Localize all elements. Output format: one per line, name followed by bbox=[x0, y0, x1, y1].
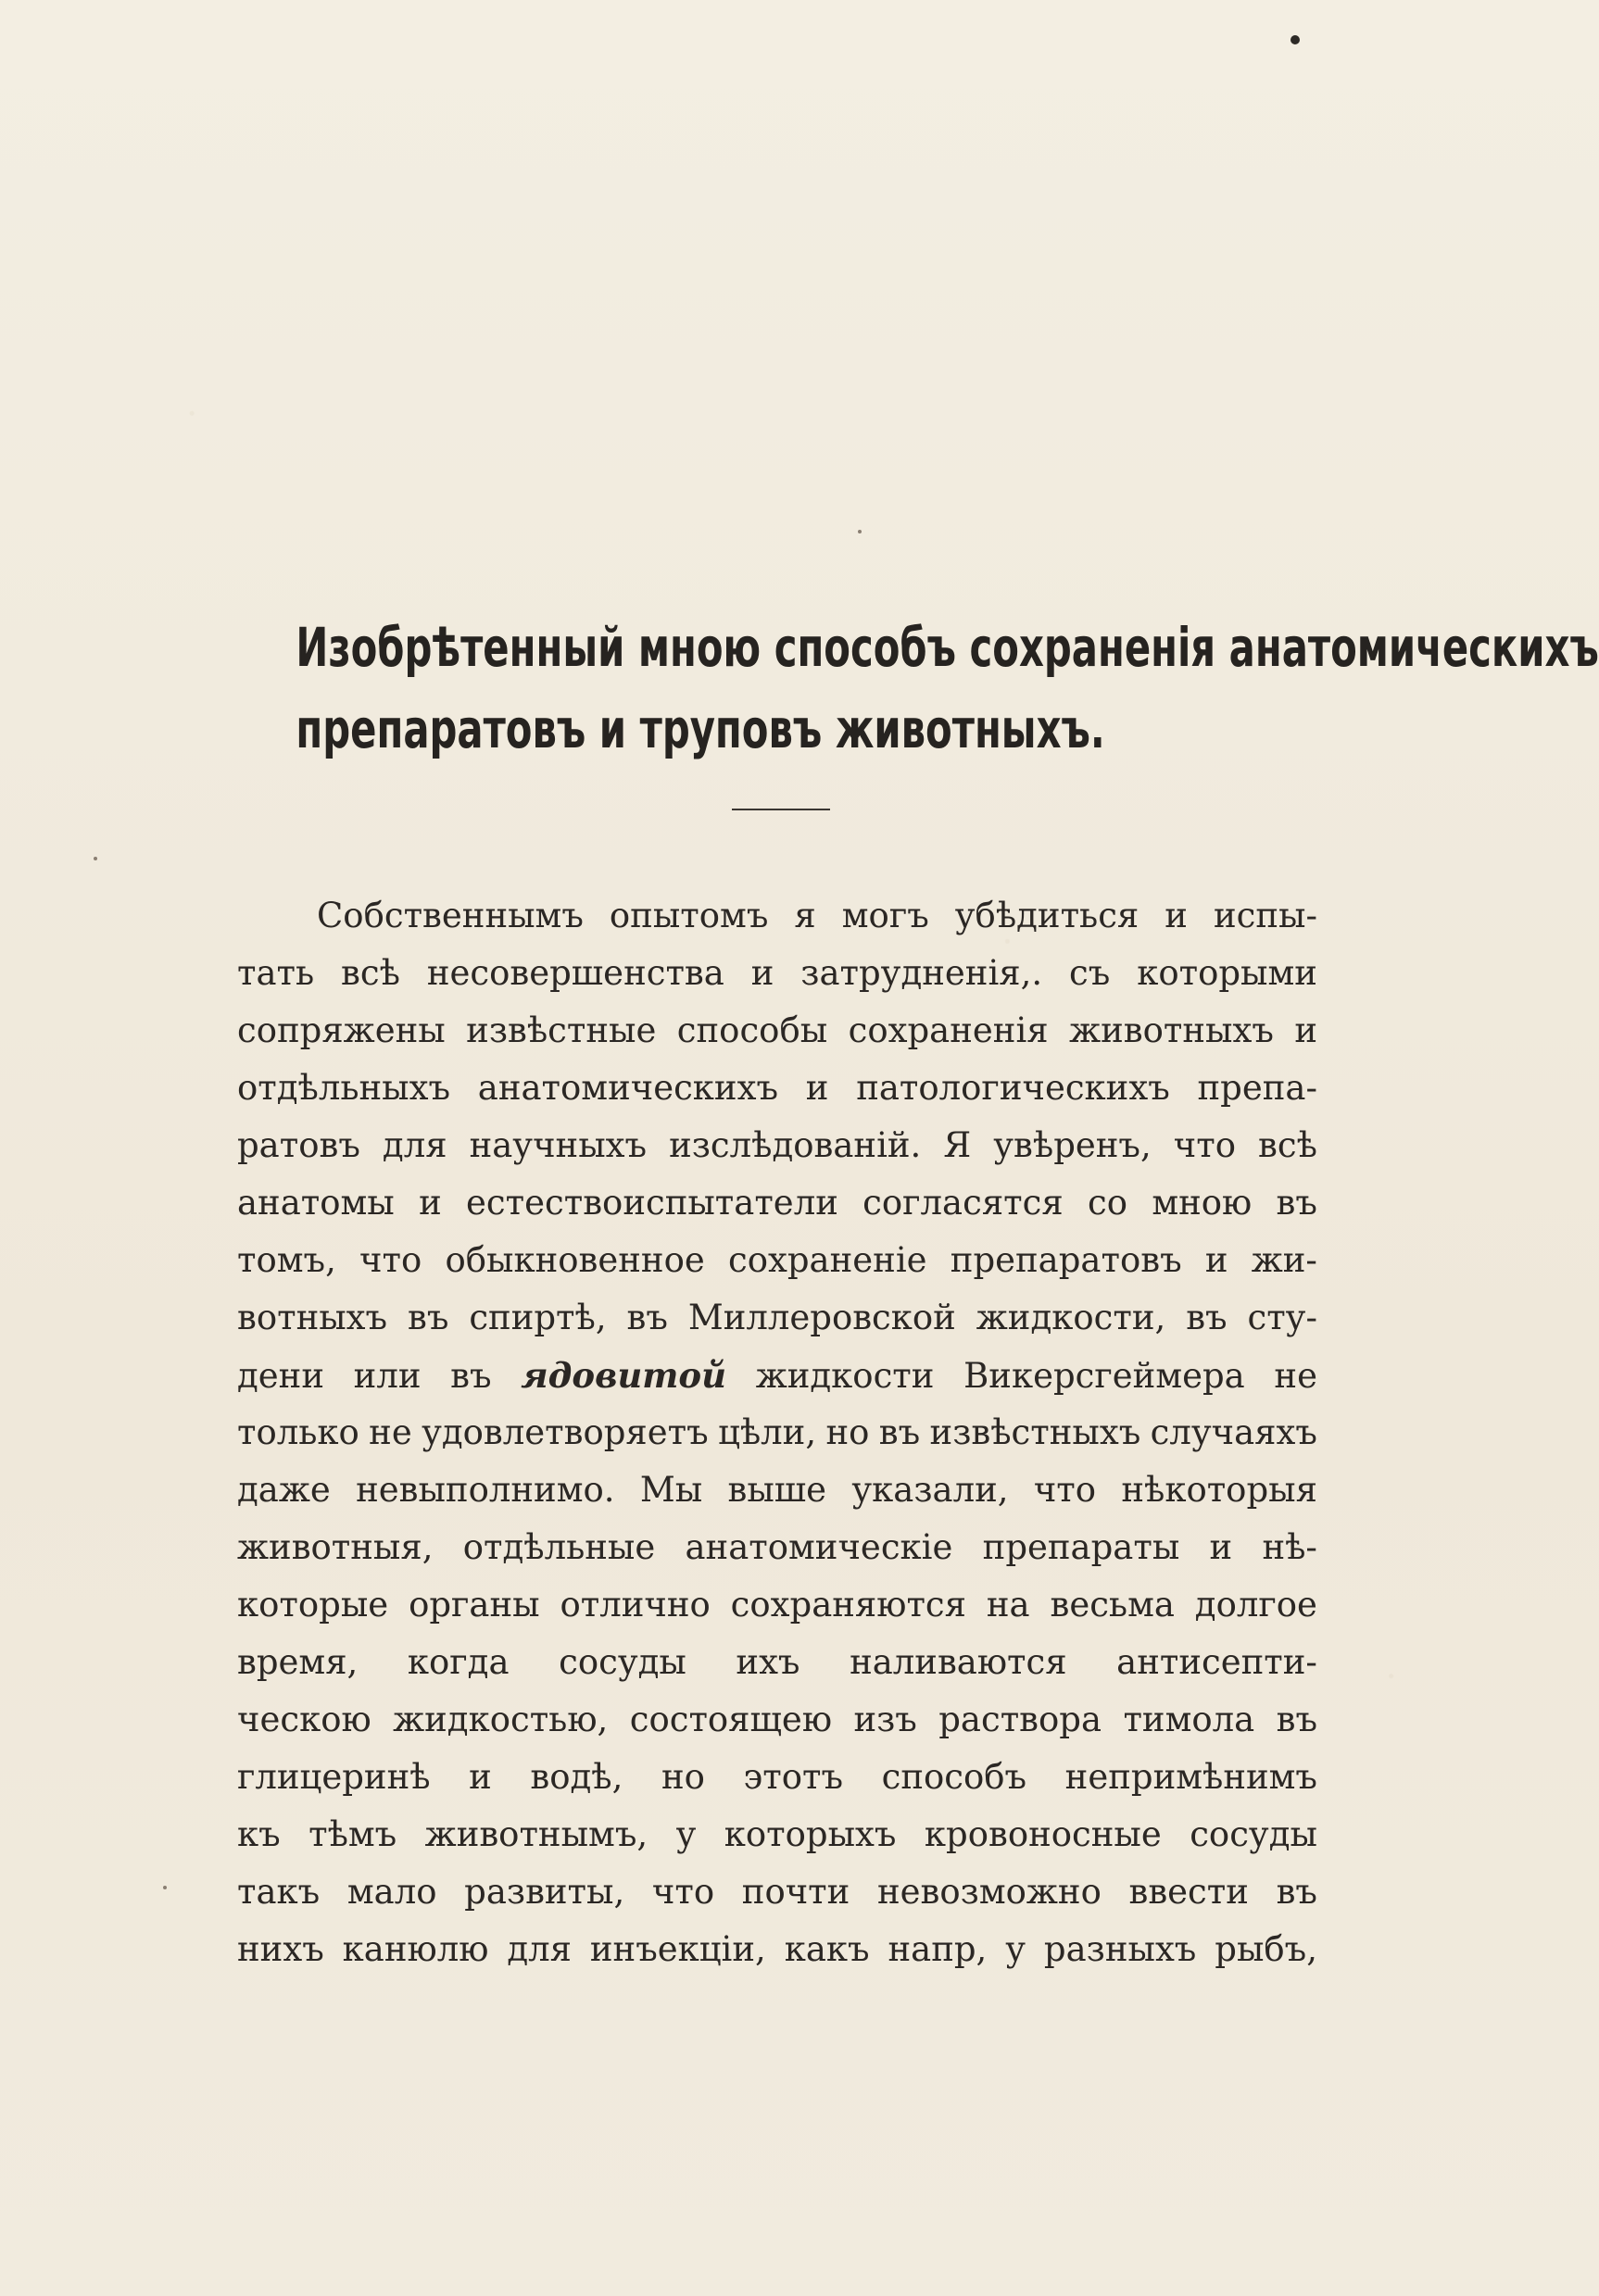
word: не bbox=[1274, 1356, 1317, 1396]
word: анатомическихъ bbox=[477, 1068, 779, 1108]
word: не bbox=[369, 1412, 412, 1452]
text-line bbox=[237, 1806, 1317, 1863]
word: въ bbox=[626, 1298, 668, 1337]
word: и bbox=[1294, 1010, 1317, 1050]
word: могъ bbox=[841, 896, 929, 935]
text-line bbox=[237, 1749, 1317, 1806]
word: когда bbox=[407, 1642, 510, 1682]
word: препа- bbox=[1197, 1068, 1317, 1108]
word: тѣмъ bbox=[308, 1814, 397, 1854]
word: тать bbox=[237, 953, 315, 993]
text-line bbox=[237, 1117, 1317, 1174]
ink-speck bbox=[1291, 35, 1300, 44]
word: Я bbox=[943, 1125, 972, 1165]
word: отлично bbox=[560, 1585, 711, 1625]
word: время, bbox=[237, 1642, 359, 1682]
word: для bbox=[507, 1929, 572, 1969]
word: ратовъ bbox=[237, 1125, 360, 1165]
word: какъ bbox=[784, 1929, 870, 1969]
word: сохраняются bbox=[730, 1585, 966, 1625]
title-line-1: Изобрѣтенный мною способъ сохраненія анатомическихъ bbox=[296, 616, 1599, 679]
word: жидкости bbox=[755, 1356, 935, 1396]
word: и bbox=[750, 953, 774, 993]
word: Собственнымъ bbox=[317, 896, 584, 935]
word: въ bbox=[1276, 1700, 1317, 1739]
word: съ bbox=[1069, 953, 1111, 993]
word: весьма bbox=[1050, 1585, 1175, 1625]
word: для bbox=[382, 1125, 447, 1165]
word: водѣ, bbox=[530, 1757, 623, 1797]
word: которые bbox=[237, 1585, 389, 1625]
word: ихъ bbox=[736, 1642, 800, 1682]
text-line bbox=[237, 1691, 1317, 1749]
word: выше bbox=[727, 1470, 827, 1510]
word: раствора bbox=[938, 1700, 1102, 1739]
word: указали, bbox=[851, 1470, 1009, 1510]
word: нѣкоторыя bbox=[1121, 1470, 1317, 1510]
word: и bbox=[1204, 1240, 1228, 1280]
word: ческою bbox=[237, 1700, 371, 1739]
word: антисепти- bbox=[1116, 1642, 1317, 1682]
word: сопряжены bbox=[237, 1010, 446, 1050]
text-line bbox=[237, 1289, 1317, 1347]
word: извѣстныхъ bbox=[929, 1412, 1141, 1452]
word: невозможно bbox=[876, 1872, 1102, 1912]
word: органы bbox=[409, 1585, 540, 1625]
word: которыми bbox=[1137, 953, 1317, 993]
word: непримѣнимъ bbox=[1064, 1757, 1317, 1797]
word: животныя, bbox=[237, 1527, 434, 1567]
word: и bbox=[805, 1068, 829, 1108]
word: тимола bbox=[1123, 1700, 1255, 1739]
word: къ bbox=[237, 1814, 281, 1854]
word: изъ bbox=[853, 1700, 917, 1739]
word: ядовитой bbox=[521, 1355, 727, 1396]
word: въ bbox=[450, 1356, 492, 1396]
word: научныхъ bbox=[469, 1125, 648, 1165]
body-paragraph bbox=[237, 887, 1317, 1978]
word: препаратовъ bbox=[950, 1240, 1182, 1280]
text-line bbox=[237, 1921, 1317, 1978]
word: долгое bbox=[1194, 1585, 1317, 1625]
word: дени bbox=[237, 1356, 324, 1396]
word: и bbox=[1165, 896, 1188, 935]
word: у bbox=[1005, 1929, 1026, 1969]
text-line bbox=[237, 1347, 1317, 1404]
word: что bbox=[1173, 1125, 1236, 1165]
word: въ bbox=[1186, 1298, 1228, 1337]
ink-speck bbox=[94, 857, 97, 860]
word: согласятся bbox=[862, 1183, 1064, 1223]
word: сосуды bbox=[559, 1642, 686, 1682]
word: у bbox=[675, 1814, 697, 1854]
word: изслѣдованій. bbox=[669, 1125, 922, 1165]
word: или bbox=[353, 1356, 422, 1396]
word: мало bbox=[346, 1872, 437, 1912]
text-line bbox=[237, 1232, 1317, 1289]
word: всѣ bbox=[341, 953, 400, 993]
word: удовлетворяетъ bbox=[422, 1412, 709, 1452]
title-divider bbox=[732, 809, 830, 810]
word: убѣдиться bbox=[954, 896, 1139, 935]
word: но bbox=[825, 1412, 870, 1452]
word: сохраненіе bbox=[728, 1240, 927, 1280]
word: наливаются bbox=[850, 1642, 1067, 1682]
word: почти bbox=[741, 1872, 850, 1912]
word: въ bbox=[1276, 1183, 1317, 1223]
word: жидкости, bbox=[976, 1298, 1166, 1337]
word: Миллеровской bbox=[687, 1298, 956, 1337]
word: глицеринѣ bbox=[237, 1757, 431, 1797]
text-line bbox=[237, 1060, 1317, 1117]
word: спиртѣ, bbox=[469, 1298, 607, 1337]
ink-speck bbox=[163, 1886, 167, 1889]
word: несовершенства bbox=[426, 953, 724, 993]
text-line bbox=[237, 1576, 1317, 1634]
word: даже bbox=[237, 1470, 331, 1510]
word: отдѣльные bbox=[462, 1527, 656, 1567]
word: затрудненія,. bbox=[800, 953, 1043, 993]
word: я bbox=[794, 896, 816, 935]
word: животныхъ bbox=[1069, 1010, 1274, 1050]
word: на bbox=[986, 1585, 1030, 1625]
text-line bbox=[237, 1519, 1317, 1576]
word: развиты, bbox=[464, 1872, 625, 1912]
word: которыхъ bbox=[724, 1814, 897, 1854]
word: что bbox=[359, 1240, 422, 1280]
word: Викерсгеймера bbox=[963, 1356, 1245, 1396]
word: сту- bbox=[1247, 1298, 1317, 1337]
title-line-2: препаратовъ и труповъ животныхъ. bbox=[296, 697, 1105, 760]
word: испы- bbox=[1214, 896, 1317, 935]
word: въ bbox=[408, 1298, 449, 1337]
word: нихъ bbox=[237, 1929, 324, 1969]
word: препараты bbox=[982, 1527, 1180, 1567]
word: нѣ- bbox=[1262, 1527, 1317, 1567]
word: кровоносные bbox=[924, 1814, 1162, 1854]
word: разныхъ bbox=[1043, 1929, 1197, 1969]
word: ввести bbox=[1128, 1872, 1249, 1912]
word: и bbox=[419, 1183, 442, 1223]
word: мною bbox=[1152, 1183, 1253, 1223]
word: увѣренъ, bbox=[993, 1125, 1152, 1165]
word: рыбъ, bbox=[1215, 1929, 1317, 1969]
word: и bbox=[1209, 1527, 1233, 1567]
word: со bbox=[1088, 1183, 1128, 1223]
word: анатомическіе bbox=[685, 1527, 953, 1567]
word: такъ bbox=[237, 1872, 321, 1912]
word: сосуды bbox=[1190, 1814, 1317, 1854]
word: состоящею bbox=[629, 1700, 833, 1739]
word: Мы bbox=[639, 1470, 703, 1510]
word: обыкновенное bbox=[445, 1240, 705, 1280]
word: въ bbox=[878, 1412, 921, 1452]
word: напр, bbox=[888, 1929, 988, 1969]
word: способъ bbox=[881, 1757, 1027, 1797]
word: инъекціи, bbox=[589, 1929, 766, 1969]
word: случаяхъ bbox=[1150, 1412, 1317, 1452]
word: что bbox=[651, 1872, 715, 1912]
word: канюлю bbox=[342, 1929, 489, 1969]
text-line bbox=[237, 1863, 1317, 1921]
word: способы bbox=[676, 1010, 828, 1050]
text-line bbox=[237, 1002, 1317, 1060]
word: и bbox=[469, 1757, 492, 1797]
text-line bbox=[237, 887, 1317, 945]
word: патологическихъ bbox=[856, 1068, 1170, 1108]
word: въ bbox=[1276, 1872, 1317, 1912]
word: опытомъ bbox=[609, 896, 769, 935]
word: томъ, bbox=[237, 1240, 336, 1280]
word: извѣстные bbox=[466, 1010, 657, 1050]
ink-speck bbox=[858, 530, 862, 533]
word: вотныхъ bbox=[237, 1298, 388, 1337]
word: животнымъ, bbox=[424, 1814, 648, 1854]
text-line bbox=[237, 1462, 1317, 1519]
word: всѣ bbox=[1258, 1125, 1317, 1165]
word: этотъ bbox=[743, 1757, 843, 1797]
word: жи- bbox=[1251, 1240, 1317, 1280]
word: только bbox=[237, 1412, 359, 1452]
word: сохраненія bbox=[848, 1010, 1049, 1050]
word: невыполнимо. bbox=[356, 1470, 615, 1510]
text-line bbox=[237, 1634, 1317, 1691]
word: анатомы bbox=[237, 1183, 395, 1223]
text-line bbox=[237, 1174, 1317, 1232]
word: что bbox=[1033, 1470, 1097, 1510]
word: естествоиспытатели bbox=[466, 1183, 838, 1223]
page-title bbox=[296, 607, 1599, 770]
word: жидкостью, bbox=[393, 1700, 609, 1739]
text-line bbox=[237, 1404, 1317, 1462]
word: цѣли, bbox=[718, 1412, 817, 1452]
word: но bbox=[661, 1757, 705, 1797]
text-line bbox=[237, 945, 1317, 1002]
word: отдѣльныхъ bbox=[237, 1068, 451, 1108]
